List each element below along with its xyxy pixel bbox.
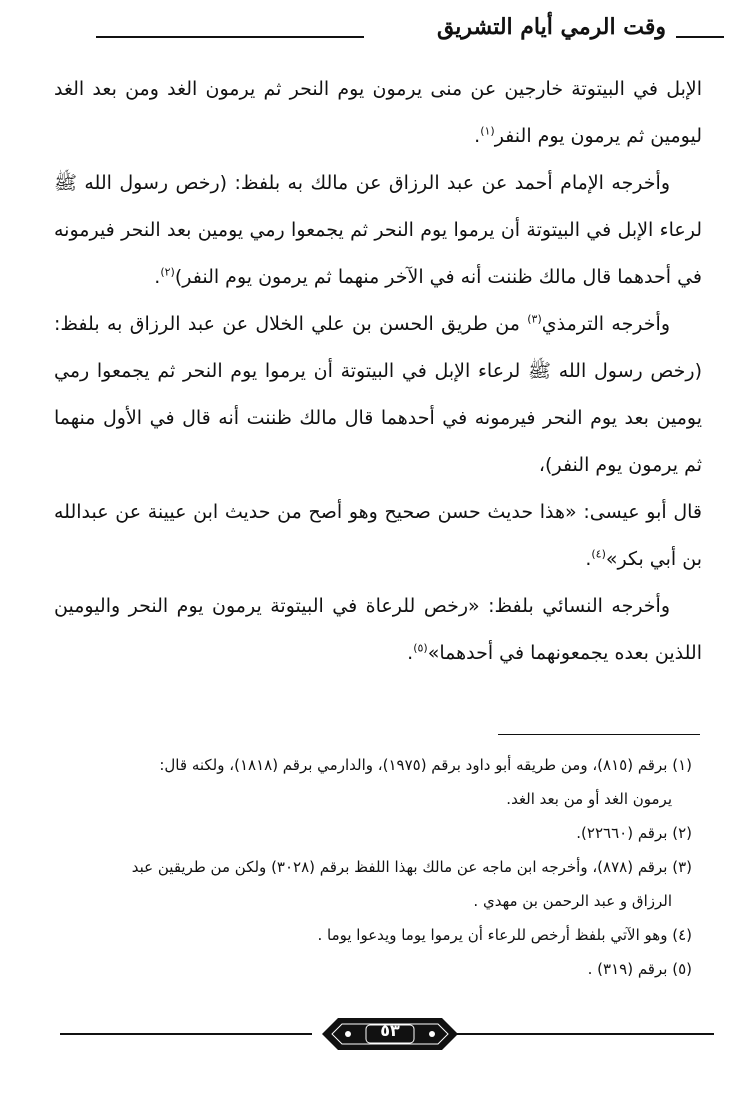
page-number: ٥٣ xyxy=(380,1021,400,1040)
footnote-3: (٣) برقم (٨٧٨)، وأخرجه ابن ماجه عن مالك بهذا اللفظ برقم (٣٠٢٨) ولكن من طريقين عبد الرزاق و عبد الرحمن بن مهدي . xyxy=(131,858,692,910)
footnote-5: (٥) برقم (٣١٩) . xyxy=(587,960,692,978)
footnote-1: (١) برقم (٨١٥)، ومن طريقه أبو داود برقم (١٩٧٥)، والدارمي برقم (١٨١٨)، ولكنه قال: يرمون الغد أو من بعد الغد. xyxy=(159,756,692,808)
paragraph-4: قال أبو عيسى: «هذا حديث حسن صحيح وهو أصح من حديث ابن عيينة عن عبدالله بن أبي بكر»$^{(٤)}$. xyxy=(54,501,702,570)
header-rule-right xyxy=(676,36,724,38)
page-footer xyxy=(60,1012,714,1056)
paragraph-3: وأخرجه الترمذي$^{(٣)}$ من طريق الحسن بن علي الخلال عن عبد الرزاق به بلفظ: (رخص رسول الله ﷺ لرعاء الإبل في البيتوتة أن يرموا يوم النحر ثم يجمعوا رمي يومين بعد يوم النحر فيرمونه في أحدهما قال مالك ظننت أنه قال في الأول منهما ثم يرمون يوم النفر)، xyxy=(54,312,702,476)
honorific-glyph: ﷺ xyxy=(528,360,551,382)
footnote-ref-5: (٥) xyxy=(413,641,428,655)
footnote-4: (٤) وهو الآتي بلفظ أرخص للرعاء أن يرموا يوما ويدعوا يوما . xyxy=(317,926,692,944)
main-text xyxy=(54,66,702,677)
honorific-glyph: ﷺ xyxy=(54,172,77,194)
footnote-ref-2: (٢) xyxy=(160,265,175,279)
footnotes xyxy=(54,748,692,986)
paragraph-1: الإبل في البيتوتة خارجين عن منى يرمون يوم النحر ثم يرمون الغد ومن بعد الغد ليومين ثم يرمون يوم النفر$^{(١)}$. xyxy=(54,78,702,147)
paragraph-2: وأخرجه الإمام أحمد عن عبد الرزاق عن مالك به بلفظ: (رخص رسول الله ﷺ لرعاء الإبل في البيتوتة أن يرموا يوم النحر ثم يجمعوا رمي يومين بعد النحر فيرمونه في أحدهما قال مالك ظننت أنه في الآخر منهما ثم يرمون يوم النفر)$^{(٢)}$. xyxy=(54,172,702,288)
running-header xyxy=(96,14,724,54)
paragraph-5: وأخرجه النسائي بلفظ: «رخص للرعاة في البيتوتة يرمون يوم النحر واليومين اللذين بعده يجمعونهما في أحدهما»$^{(٥)}$. xyxy=(54,595,702,664)
footnote-ref-3: (٣) xyxy=(527,312,542,326)
header-rule-left xyxy=(96,36,364,38)
footer-rule-left xyxy=(60,1033,312,1035)
footnote-separator xyxy=(498,734,700,735)
footnote-ref-4: (٤) xyxy=(591,547,606,561)
page-title: وقت الرمي أيام التشريق xyxy=(429,14,674,40)
footnote-ref-1: (١) xyxy=(480,124,495,138)
footer-rule-right xyxy=(422,1033,714,1035)
footnote-2: (٢) برقم (٢٢٦٦٠). xyxy=(576,824,692,842)
